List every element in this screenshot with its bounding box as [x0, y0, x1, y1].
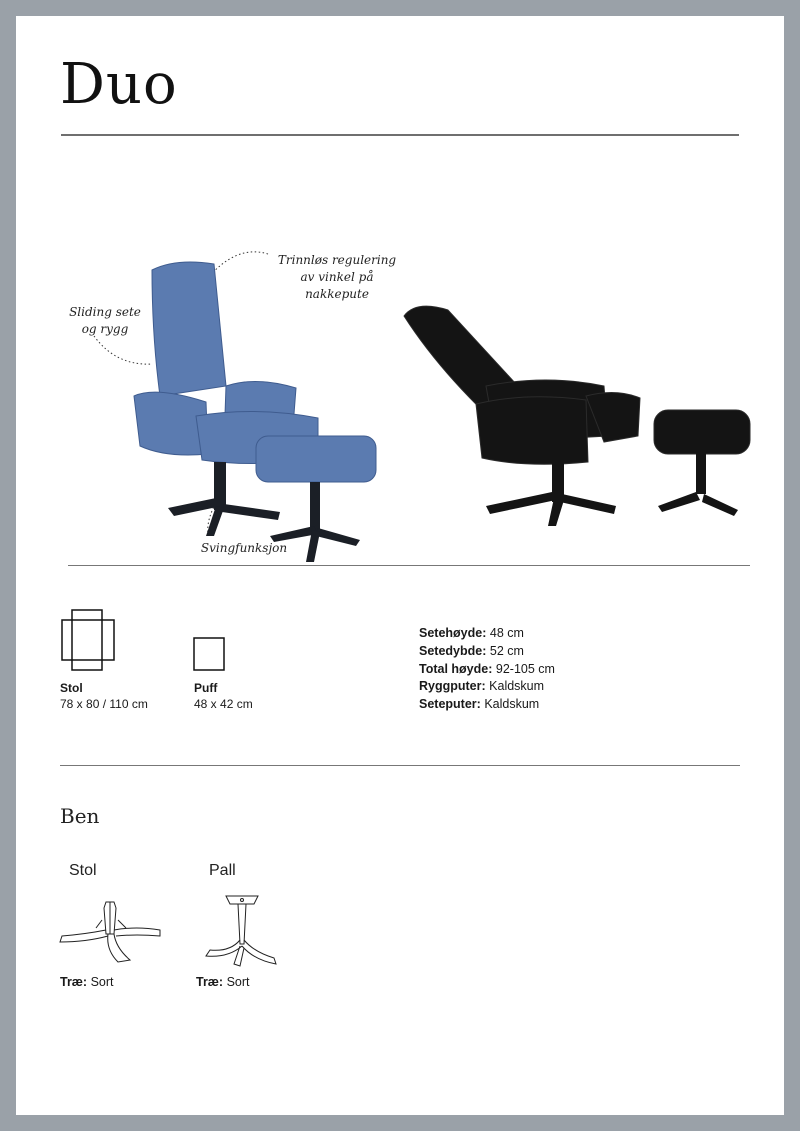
- callout-sliding: Sliding sete og rygg: [69, 305, 141, 336]
- leg-pall-label: Pall: [209, 862, 236, 879]
- spec-list: [419, 625, 555, 714]
- callout-line-left: [94, 336, 152, 364]
- spec-row: Ryggputer: Kaldskum: [419, 679, 545, 694]
- page-title: Duo: [60, 52, 178, 117]
- stol-leg-material: Træ: Sort: [60, 975, 114, 989]
- callout-swivel: Svingfunksjon: [200, 541, 288, 555]
- product-illustration: [56, 236, 776, 576]
- chair-size: [60, 681, 148, 711]
- stol-leg-drawing: [56, 900, 166, 977]
- spec-row: Total høyde: 92-105 cm: [419, 661, 555, 676]
- spec-row: Setehøyde: 48 cm: [419, 626, 524, 640]
- spec-row: Setedybde: 52 cm: [419, 643, 524, 658]
- chair-size-icon: [60, 608, 118, 677]
- puff-size-label: Puff: [194, 681, 218, 695]
- callout-neck-adjust: Trinnløs regulering av vinkel på nakkepute: [277, 253, 397, 301]
- pall-leg-material: Træ: Sort: [196, 975, 250, 989]
- product-sheet: [16, 16, 784, 1115]
- puff-size-icon: [192, 636, 226, 677]
- chair-size-dims: 78 x 80 / 110 cm: [60, 697, 148, 711]
- spec-row: Seteputer: Kaldskum: [419, 697, 540, 712]
- legs-section-title: Ben: [60, 804, 100, 828]
- black-chair: [404, 306, 750, 464]
- leg-stol-label: Stol: [69, 862, 97, 879]
- pall-leg-drawing: [204, 894, 280, 977]
- photo-divider: [68, 565, 750, 566]
- chair-size-label: Stol: [60, 681, 83, 695]
- product-photos: [56, 236, 776, 576]
- specs-divider: [60, 765, 740, 766]
- puff-size-dims: 48 x 42 cm: [194, 697, 253, 711]
- puff-size: [194, 681, 253, 711]
- title-divider: [61, 134, 739, 136]
